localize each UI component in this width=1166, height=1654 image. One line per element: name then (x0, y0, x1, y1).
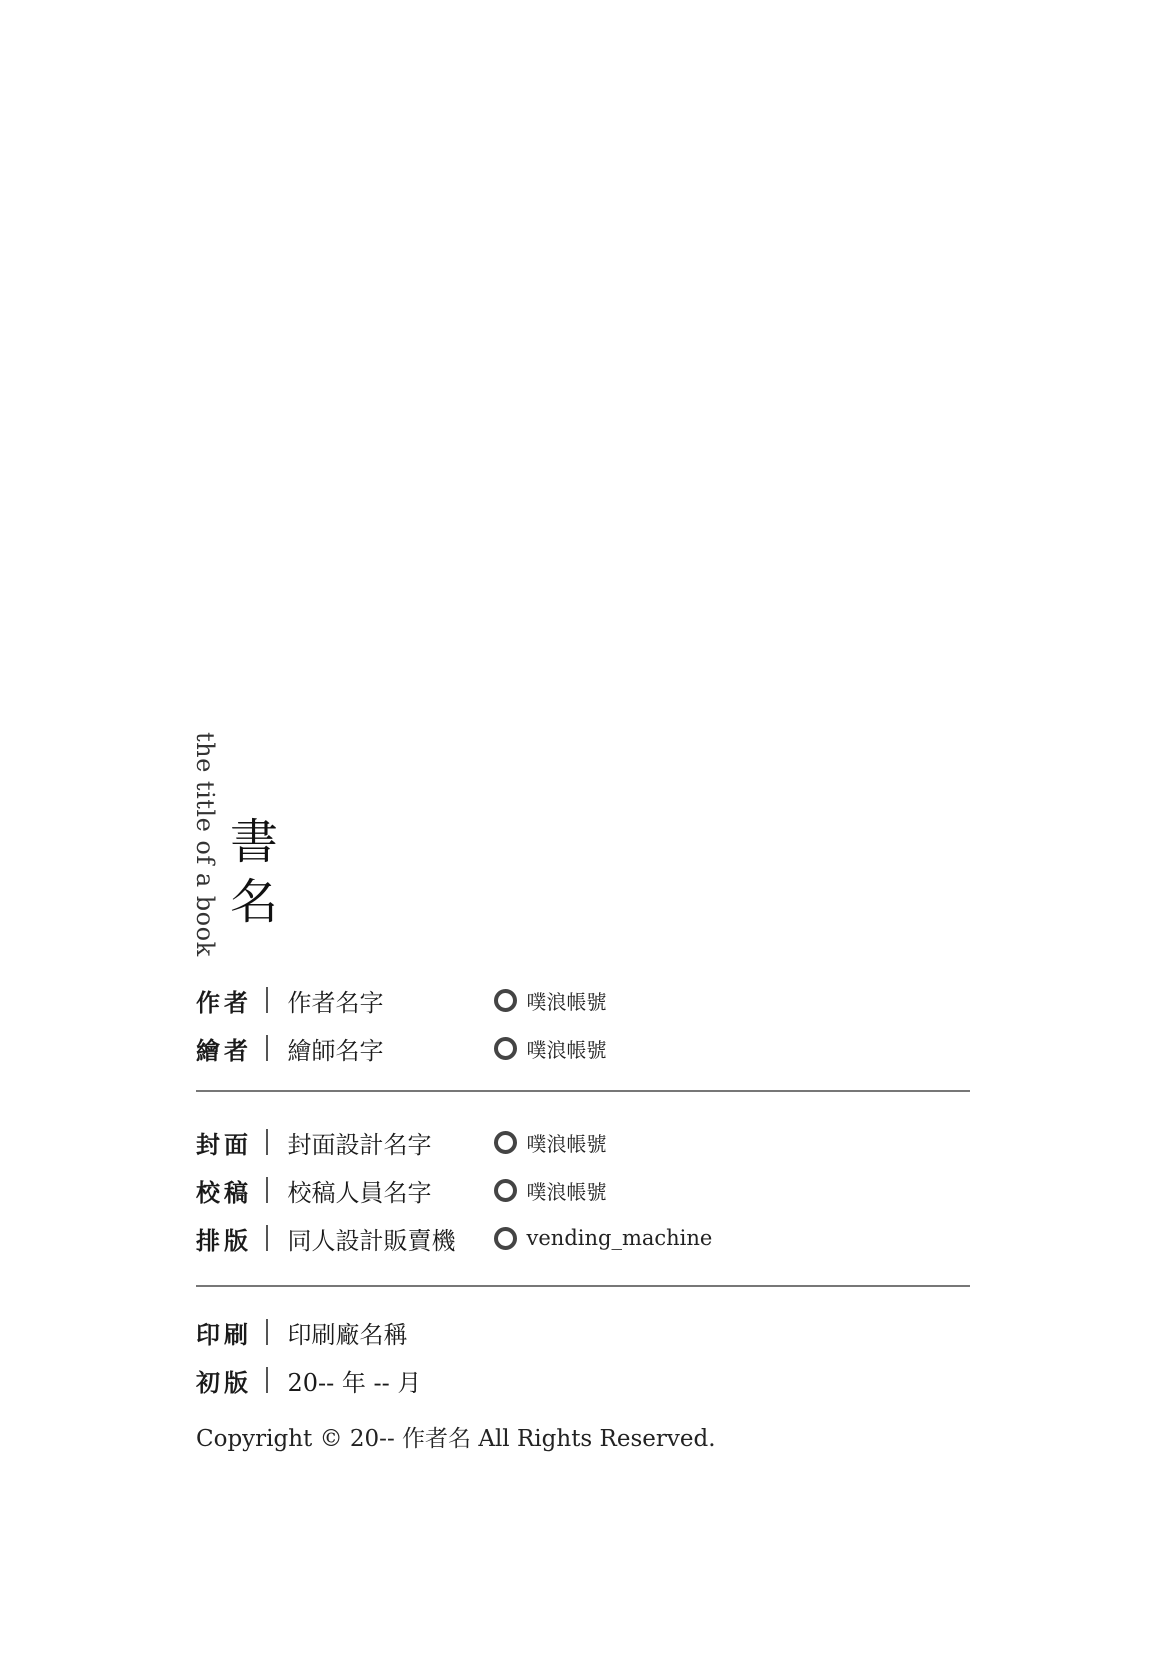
credit-label: 封面 (196, 1130, 252, 1159)
credit-label: 校稿 (196, 1178, 252, 1207)
plurk-account (494, 986, 607, 1015)
divider (196, 1090, 970, 1092)
credit-value: 校稿人員名字 (287, 1178, 432, 1207)
separator (266, 1129, 268, 1155)
credit-label: 繪者 (196, 1036, 252, 1065)
plurk-account (494, 1128, 607, 1157)
plurk-handle: vending_machine (526, 1226, 713, 1250)
credit-row-proofreading (196, 1172, 607, 1208)
credit-row-typesetting (196, 1220, 712, 1256)
plurk-icon (494, 1179, 517, 1202)
print-row-first-edition (196, 1362, 494, 1398)
plurk-icon (494, 1131, 517, 1154)
plurk-account (494, 1034, 607, 1063)
plurk-account (494, 1226, 713, 1250)
divider (196, 1285, 970, 1287)
plurk-icon (494, 1227, 517, 1250)
copyright-notice: Copyright © 20-- 作者名 All Rights Reserved. (196, 1426, 716, 1452)
plurk-handle: 噗浪帳號 (526, 1179, 607, 1204)
book-title (230, 812, 290, 932)
title-block (190, 732, 310, 957)
credit-value: 繪師名字 (287, 1036, 384, 1065)
plurk-icon (494, 1037, 517, 1060)
book-title-char-2: 名 (230, 874, 279, 930)
plurk-handle: 噗浪帳號 (526, 1131, 607, 1156)
credit-value: 封面設計名字 (287, 1130, 432, 1159)
plurk-handle: 噗浪帳號 (526, 1037, 607, 1062)
credit-row-illustrator (196, 1030, 607, 1066)
plurk-account (494, 1176, 607, 1205)
print-value: 印刷廠名稱 (287, 1320, 408, 1349)
plurk-icon (494, 989, 517, 1012)
credit-value: 同人設計販賣機 (287, 1226, 456, 1255)
print-label: 印刷 (196, 1320, 252, 1349)
separator (266, 1367, 268, 1393)
book-title-char-1: 書 (230, 814, 279, 870)
separator (266, 1319, 268, 1345)
credit-label: 作者 (196, 988, 252, 1017)
credit-label: 排版 (196, 1226, 252, 1255)
credit-row-cover (196, 1124, 607, 1160)
separator (266, 1035, 268, 1061)
separator (266, 987, 268, 1013)
print-value: 20-- 年 -- 月 (287, 1368, 422, 1397)
credit-row-author (196, 982, 607, 1018)
print-label: 初版 (196, 1368, 252, 1397)
print-row-printer (196, 1314, 494, 1350)
plurk-handle: 噗浪帳號 (526, 989, 607, 1014)
separator (266, 1177, 268, 1203)
book-title-english: the title of a book (191, 732, 219, 957)
separator (266, 1225, 268, 1251)
credit-value: 作者名字 (287, 988, 384, 1017)
